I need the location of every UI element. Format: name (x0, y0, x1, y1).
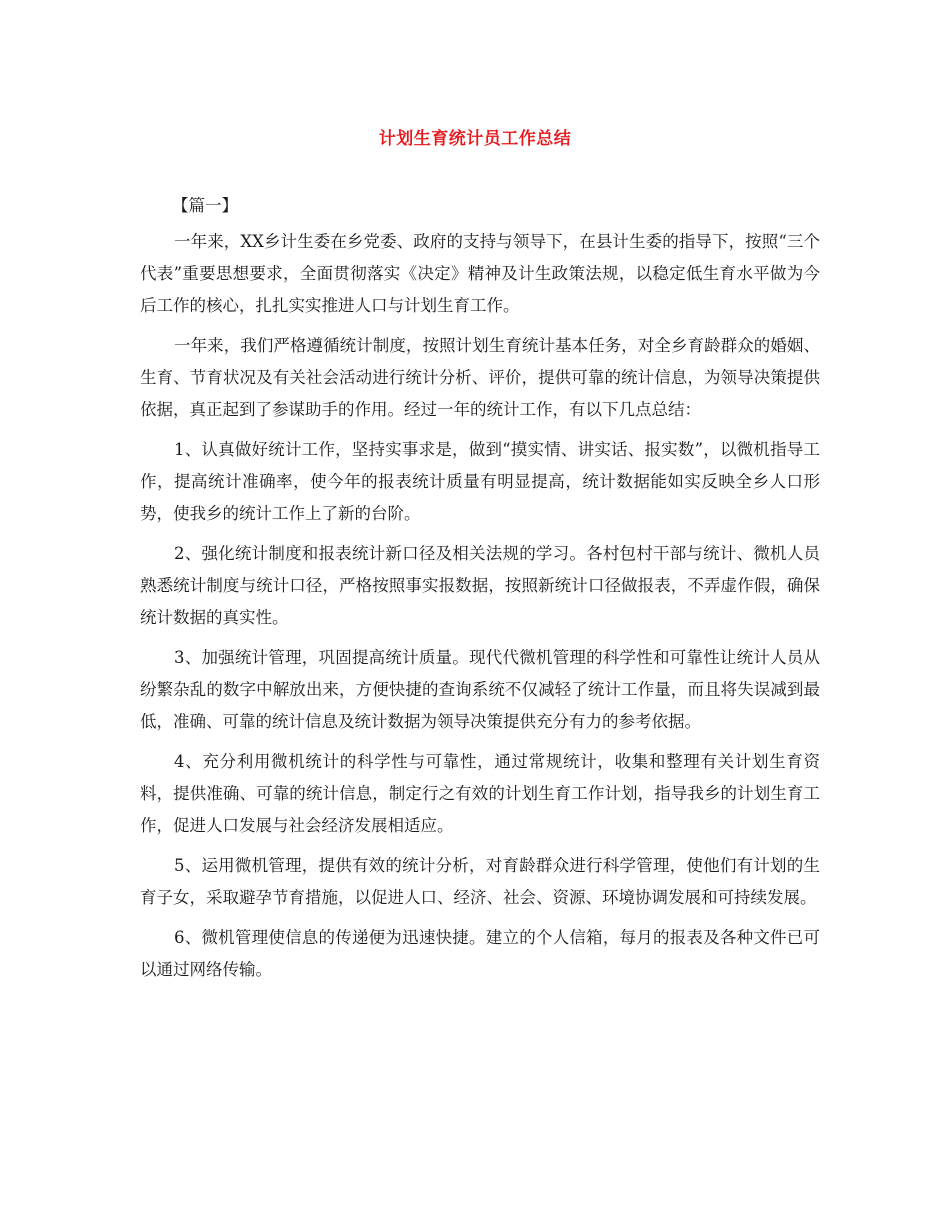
paragraph-summary-lead: 一年来，我们严格遵循统计制度，按照计划生育统计基本任务，对全乡育龄群众的婚姻、生育、节育状况及有关社会活动进行统计分析、评价，提供可靠的统计信息，为领导决策提供依据，真正起到了参谋助手的作用。经过一年的统计工作，有以下几点总结： (140, 336, 820, 419)
section-label: 【篇一】 (172, 196, 238, 215)
document-title: 计划生育统计员工作总结 (378, 129, 572, 149)
document-body (140, 190, 820, 994)
paragraph-point-4: 4、充分利用微机统计的科学性与可靠性，通过常规统计，收集和整理有关计划生育资料，提供准确、可靠的统计信息，制定行之有效的计划生育工作计划，指导我乡的计划生育工作，促进人口发展与社会经济发展相适应。 (140, 752, 820, 835)
paragraph-point-6: 6、微机管理使信息的传递便为迅速快捷。建立的个人信箱，每月的报表及各种文件已可以通过网络传输。 (140, 928, 820, 979)
paragraph-point-5: 5、运用微机管理，提供有效的统计分析，对育龄群众进行科学管理，使他们有计划的生育子女，采取避孕节育措施，以促进人口、经济、社会、资源、环境协调发展和可持续发展。 (140, 856, 820, 907)
paragraph-point-1: 1、认真做好统计工作，坚持实事求是，做到“摸实情、讲实话、报实数”，以微机指导工作，提高统计准确率，使今年的报表统计质量有明显提高，统计数据能如实反映全乡人口形势，使我乡的统计工作上了新的台阶。 (140, 440, 820, 523)
paragraph-intro: 一年来，XX乡计生委在乡党委、政府的支持与领导下，在县计生委的指导下，按照“三个代表”重要思想要求，全面贯彻落实《决定》精神及计生政策法规，以稳定低生育水平做为今后工作的核心，扎扎实实推进人口与计划生育工作。 (140, 232, 820, 315)
paragraph-point-2: 2、强化统计制度和报表统计新口径及相关法规的学习。各村包村干部与统计、微机人员熟悉统计制度与统计口径，严格按照事实报数据，按照新统计口径做报表，不弄虚作假，确保统计数据的真实性。 (140, 544, 820, 627)
paragraph-point-3: 3、加强统计管理，巩固提高统计质量。现代代微机管理的科学性和可靠性让统计人员从纷繁杂乱的数字中解放出来，方便快捷的查询系统不仅减轻了统计工作量，而且将失误减到最低，准确、可靠的统计信息及统计数据为领导决策提供充分有力的参考依据。 (140, 648, 820, 731)
